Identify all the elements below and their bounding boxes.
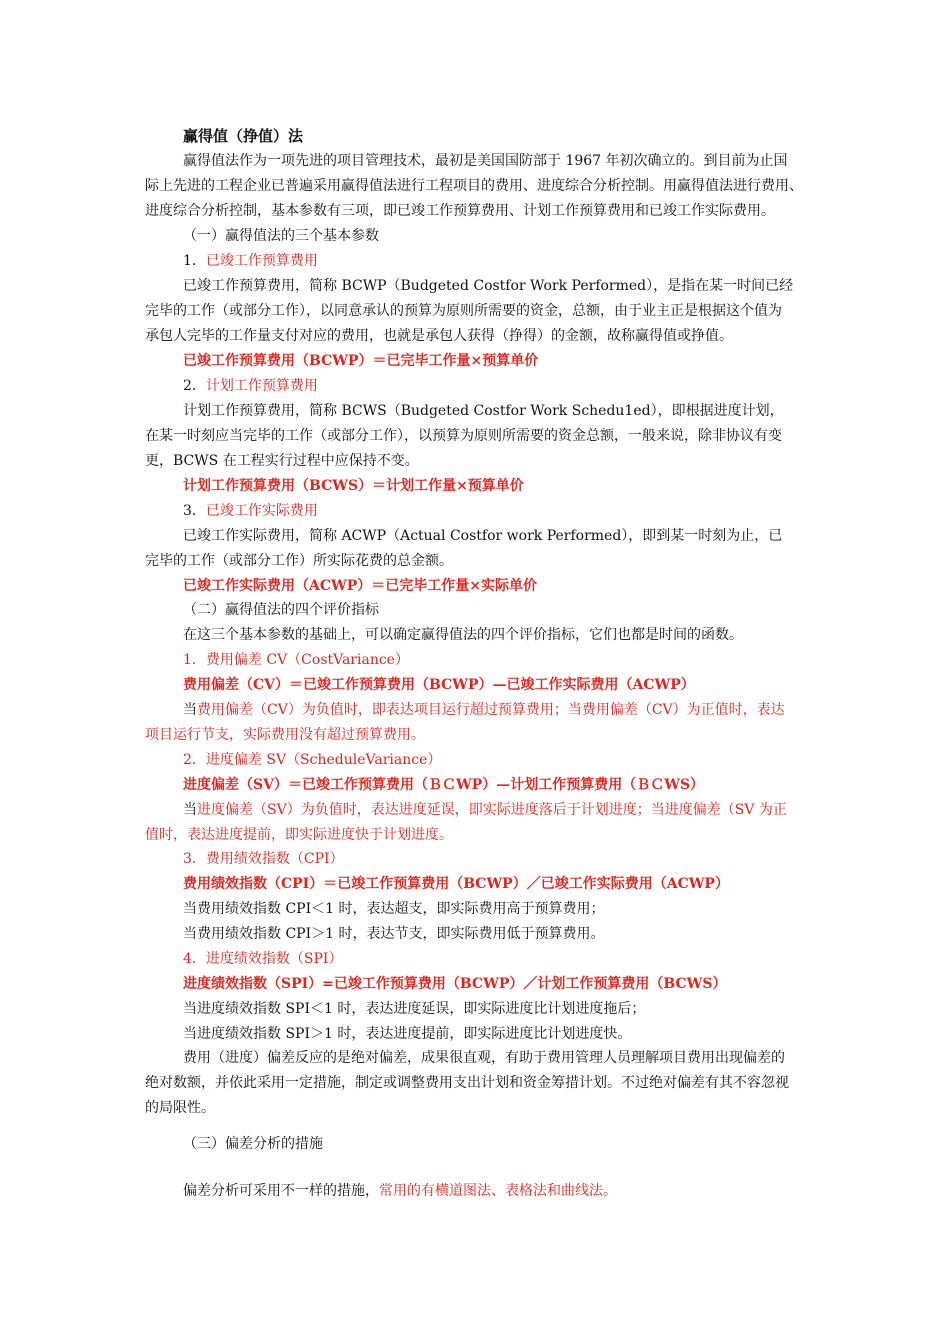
indicator-2-line-1-prefix: 当 xyxy=(183,802,197,818)
indicator-2-line-2: 值时，表达进度提前，即实际进度快于计划进度。 xyxy=(145,827,453,843)
param-3-body-2: 完毕的工作（或部分工作）所实际花费的总金额。 xyxy=(145,553,453,569)
indicator-3-line-2: 当费用绩效指数 CPI＞1 时，表达节支，即实际费用低于预算费用。 xyxy=(183,926,605,942)
intro-line-1: 赢得值法作为一项先进的项目管理技术，最初是美国国防部于 1967 年初次确立的。到目前为止国 xyxy=(183,153,788,169)
param-3-heading xyxy=(183,501,318,521)
section-2-heading: （二）赢得值法的四个评价指标 xyxy=(183,602,379,618)
final-line-methods: 常用的有横道图法、表格法和曲线法。 xyxy=(379,1183,617,1199)
indicator-1-heading: 1．费用偏差 CV（CostVariance） xyxy=(183,652,409,668)
final-line xyxy=(183,1181,617,1201)
param-2-body-1: 计划工作预算费用，简称 BCWS（Budgeted Costfor Work Schedu1ed），即根据进度计划， xyxy=(183,403,784,419)
param-3-body-1: 已竣工作实际费用，简称 ACWP（Actual Costfor work Performed），即到某一时刻为止，已 xyxy=(183,528,783,544)
closing-line-2: 绝对数额，并依此采用一定措施，制定或调整费用支出计划和资金筹措计划。不过绝对偏差有其不容忽视 xyxy=(145,1075,789,1091)
indicator-4-line-1: 当进度绩效指数 SPI＜1 时，表达进度延误，即实际进度比计划进度拖后； xyxy=(183,1001,646,1017)
param-2-heading xyxy=(183,376,318,396)
param-2-body-2: 在某一时刻应当完毕的工作（或部分工作），以预算为原则所需要的资金总额，一般来说，除非协议有变 xyxy=(145,428,782,444)
param-1-title: 已竣工作预算费用 xyxy=(205,253,318,269)
indicator-1-line-1 xyxy=(183,700,785,720)
param-2-formula: 计划工作预算费用（BCWS）＝计划工作量×预算单价 xyxy=(183,478,524,494)
param-1-body-3: 承包人完毕的工作量支付对应的费用，也就是承包人获得（挣得）的金额，故称赢得值或挣值。 xyxy=(145,328,733,344)
param-1-number: 1． xyxy=(183,253,206,269)
section-1-heading: （一）赢得值法的三个基本参数 xyxy=(183,228,379,244)
param-3-title: 已竣工作实际费用 xyxy=(205,503,318,519)
param-2-number: 2． xyxy=(183,378,206,394)
param-1-body-1: 已竣工作预算费用，简称 BCWP（Budgeted Costfor Work Performed），是指在某一时间已经 xyxy=(183,278,794,294)
param-3-formula: 已竣工作实际费用（ACWP）＝已完毕工作量×实际单价 xyxy=(183,578,537,594)
indicator-3-heading: 3．费用绩效指数（CPI） xyxy=(183,851,344,867)
intro-line-2: 际上先进的工程企业已普遍采用赢得值法进行工程项目的费用、进度综合分析控制。用赢得值法进行费用、 xyxy=(145,178,803,194)
section-3-heading: （三）偏差分析的措施 xyxy=(183,1136,323,1152)
indicator-4-line-2: 当进度绩效指数 SPI＞1 时，表达进度提前，即实际进度比计划进度快。 xyxy=(183,1026,632,1042)
intro-line-3: 进度综合分析控制，基本参数有三项，即已竣工作预算费用、计划工作预算费用和已竣工作实际费用。 xyxy=(145,203,775,219)
indicator-1-line-1-text: 费用偏差（CV）为负值时，即表达项目运行超过预算费用；当费用偏差（CV）为正值时，表达 xyxy=(197,702,785,718)
closing-line-1: 费用（进度）偏差反应的是绝对偏差，成果很直观，有助于费用管理人员理解项目费用出现偏差的 xyxy=(183,1050,785,1066)
indicator-4-heading: 4．进度绩效指数（SPI） xyxy=(183,951,343,967)
indicator-2-formula: 进度偏差（SV）＝已竣工作预算费用（ＢＣWP）—计划工作预算费用（ＢＣWS） xyxy=(183,777,705,793)
param-2-body-3: 更，BCWS 在工程实行过程中应保持不变。 xyxy=(145,453,419,469)
indicator-2-line-1 xyxy=(183,800,787,820)
param-1-heading xyxy=(183,251,318,271)
indicator-1-line-1-prefix: 当 xyxy=(183,702,197,718)
indicator-1-line-2: 项目运行节支，实际费用没有超过预算费用。 xyxy=(145,727,425,743)
indicator-3-formula: 费用绩效指数（CPI）＝已竣工作预算费用（BCWP）／已竣工作实际费用（ACWP） xyxy=(183,876,729,892)
final-line-prefix: 偏差分析可采用不一样的措施， xyxy=(183,1183,379,1199)
indicator-3-line-1: 当费用绩效指数 CPI＜1 时，表达超支，即实际费用高于预算费用； xyxy=(183,901,605,917)
closing-line-3: 的局限性。 xyxy=(145,1100,215,1116)
section-2-intro: 在这三个基本参数的基础上，可以确定赢得值法的四个评价指标，它们也都是时间的函数。 xyxy=(183,627,743,643)
param-1-body-2: 完毕的工作（或部分工作），以同意承认的预算为原则所需要的资金，总额，由于业主正是根据这个值为 xyxy=(145,303,782,319)
indicator-1-formula: 费用偏差（CV）＝已竣工作预算费用（BCWP）—已竣工作实际费用（ACWP） xyxy=(183,677,695,693)
param-3-number: 3． xyxy=(183,503,206,519)
param-1-formula: 已竣工作预算费用（BCWP）＝已完毕工作量×预算单价 xyxy=(183,353,539,369)
indicator-4-formula: 进度绩效指数（SPI）=已竣工作预算费用（BCWP）／计划工作预算费用（BCWS） xyxy=(183,976,727,992)
param-2-title: 计划工作预算费用 xyxy=(205,378,318,394)
indicator-2-heading: 2．进度偏差 SV（ScheduleVariance） xyxy=(183,752,442,768)
indicator-2-line-1-text: 进度偏差（SV）为负值时，表达进度延误，即实际进度落后于计划进度；当进度偏差（SV 为正 xyxy=(197,802,787,818)
document-title: 赢得值（挣值）法 xyxy=(183,127,304,145)
